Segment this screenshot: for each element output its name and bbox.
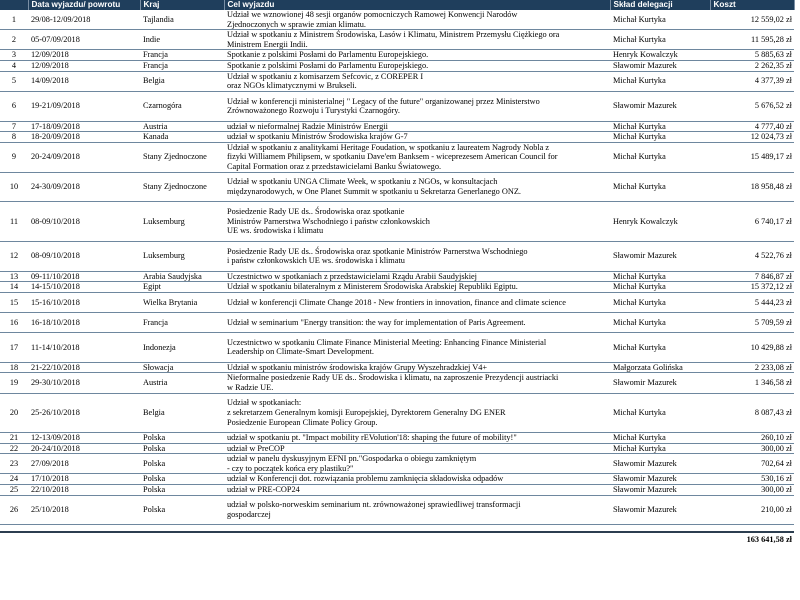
row-purpose: Udział we wznowionej 48 sesji organów pomocniczych Ramowej Konwencji Narodów Zjednoczonych w sprawie zmian klimatu. — [224, 10, 610, 30]
row-date: 24-30/09/2018 — [28, 172, 140, 202]
row-cost: 1 346,58 zł — [710, 373, 794, 393]
row-number: 9 — [0, 142, 28, 172]
row-purpose: Udział w spotkaniu z Ministrem Środowiska, Lasów i Klimatu, Ministrem Przemysłu Ciężkiego ora Ministrem Energii Indii. — [224, 30, 610, 50]
row-cost: 15 372,12 zł — [710, 282, 794, 293]
row-purpose: Udział w spotkaniach: z sekretarzem Generalnym komisji Europejskiej, Dyrektorem Generalny DG ENER Posiedzenie European Climate Policy Group. — [224, 393, 610, 432]
row-purpose: Uczestnictwo w spotkaniach z przedstawicielami Rządu Arabii Saudyjskiej — [224, 271, 610, 282]
table-row — [0, 271, 794, 282]
table-row — [0, 60, 794, 71]
row-cost: 2 233,08 zł — [710, 362, 794, 373]
row-cost: 4 522,76 zł — [710, 241, 794, 271]
total-row — [0, 532, 794, 546]
row-date: 25/10/2018 — [28, 495, 140, 525]
row-delegation: Sławomir Mazurek — [610, 474, 710, 485]
row-date: 14/09/2018 — [28, 71, 140, 91]
table-row — [0, 91, 794, 121]
table-row — [0, 202, 794, 241]
row-country: Belgia — [140, 393, 224, 432]
row-date: 09-11/10/2018 — [28, 271, 140, 282]
row-cost: 300,00 zł — [710, 443, 794, 454]
row-number: 3 — [0, 50, 28, 61]
row-delegation: Sławomir Mazurek — [610, 373, 710, 393]
row-delegation: Michał Kurtyka — [610, 333, 710, 363]
row-date: 29-30/10/2018 — [28, 373, 140, 393]
row-number: 18 — [0, 362, 28, 373]
row-country: Indonezja — [140, 333, 224, 363]
table-row — [0, 312, 794, 332]
row-date: 12/09/2018 — [28, 50, 140, 61]
row-country: Kanada — [140, 132, 224, 143]
row-country: Polska — [140, 454, 224, 474]
row-number: 26 — [0, 495, 28, 525]
row-number: 8 — [0, 132, 28, 143]
row-purpose: Udział w konferencji ministerialnej " Legacy of the future" organizowanej przez Ministerstwo Zrównoważonego Rozwoju i Turystyki Czarnogóry. — [224, 91, 610, 121]
row-country: Polska — [140, 495, 224, 525]
row-delegation: Sławomir Mazurek — [610, 241, 710, 271]
row-number: 1 — [0, 10, 28, 30]
row-purpose: udział w spotkaniu pt. "Impact mobility rEVolution'18: shaping the future of mobility!" — [224, 433, 610, 444]
row-cost: 300,00 zł — [710, 485, 794, 496]
row-country: Austria — [140, 373, 224, 393]
row-purpose: udział w panelu dyskusyjnym EFNI pn."Gospodarka o obiegu zamkniętym - czy to początek końca ery plastiku?" — [224, 454, 610, 474]
row-country: Luksemburg — [140, 241, 224, 271]
row-purpose: udział w spotkaniu Ministrów Środowiska krajów G-7 — [224, 132, 610, 143]
table-row — [0, 495, 794, 525]
row-number: 25 — [0, 485, 28, 496]
row-number: 17 — [0, 333, 28, 363]
row-date: 17-18/09/2018 — [28, 121, 140, 132]
row-country: Francja — [140, 312, 224, 332]
row-date: 20-24/09/2018 — [28, 142, 140, 172]
row-date: 25-26/10/2018 — [28, 393, 140, 432]
row-purpose: Udział w spotkaniu z analitykami Heritage Foudation, w spotkaniu z laureatem Nagrody Nobla z fizyki Williamem Philipsem, w spotkaniu Dave'em Banksem - wiceprezesem American Council for Capital Formation oraz z przedstawicielami Banku Światowego. — [224, 142, 610, 172]
row-number: 21 — [0, 433, 28, 444]
row-date: 08-09/10/2018 — [28, 202, 140, 241]
row-delegation: Michał Kurtyka — [610, 271, 710, 282]
table-row — [0, 10, 794, 30]
row-delegation: Sławomir Mazurek — [610, 495, 710, 525]
row-date: 08-09/10/2018 — [28, 241, 140, 271]
row-delegation: Michał Kurtyka — [610, 142, 710, 172]
row-date: 11-14/10/2018 — [28, 333, 140, 363]
table-row — [0, 30, 794, 50]
table-row — [0, 282, 794, 293]
row-purpose: udział w polsko-norweskim seminarium nt. zrównoważonej sprawiedliwej transformacji gospodarczej — [224, 495, 610, 525]
table-row — [0, 172, 794, 202]
row-cost: 6 740,17 zł — [710, 202, 794, 241]
row-cost: 5 885,63 zł — [710, 50, 794, 61]
row-purpose: Spotkanie z polskimi Posłami do Parlamentu Europejskiego. — [224, 60, 610, 71]
table-row — [0, 474, 794, 485]
row-country: Francja — [140, 50, 224, 61]
row-cost: 12 559,02 zł — [710, 10, 794, 30]
row-date: 15-16/10/2018 — [28, 292, 140, 312]
row-date: 18-20/09/2018 — [28, 132, 140, 143]
row-delegation: Michał Kurtyka — [610, 71, 710, 91]
row-date: 16-18/10/2018 — [28, 312, 140, 332]
row-cost: 7 846,87 zł — [710, 271, 794, 282]
row-country: Polska — [140, 433, 224, 444]
table-row — [0, 241, 794, 271]
row-cost: 210,00 zł — [710, 495, 794, 525]
row-country: Austria — [140, 121, 224, 132]
row-cost: 8 087,43 zł — [710, 393, 794, 432]
row-cost: 5 444,23 zł — [710, 292, 794, 312]
row-number: 7 — [0, 121, 28, 132]
row-date: 17/10/2018 — [28, 474, 140, 485]
row-purpose: Udział w spotkaniu z komisarzem Sefcovic, z COREPER I oraz NGOs klimatycznymi w Brukseli. — [224, 71, 610, 91]
row-delegation: Michał Kurtyka — [610, 172, 710, 202]
row-number: 16 — [0, 312, 28, 332]
row-purpose: Udział w seminarium "Energy transition: the way for implementation of Paris Agreement. — [224, 312, 610, 332]
row-purpose: Posiedzenie Rady UE ds.. Środowiska oraz spotkanie Ministrów Parnerstwa Wschodniego i państw członkowskich UE ws. środowiska i klimatu — [224, 202, 610, 241]
row-cost: 4 777,40 zł — [710, 121, 794, 132]
row-country: Polska — [140, 443, 224, 454]
row-cost: 4 377,39 zł — [710, 71, 794, 91]
row-country: Egipt — [140, 282, 224, 293]
table-row — [0, 393, 794, 432]
header-country: Kraj — [140, 0, 224, 10]
row-delegation: Michał Kurtyka — [610, 121, 710, 132]
row-number: 12 — [0, 241, 28, 271]
row-country: Czarnogóra — [140, 91, 224, 121]
row-date: 12/09/2018 — [28, 60, 140, 71]
table-row — [0, 433, 794, 444]
row-cost: 702,64 zł — [710, 454, 794, 474]
row-number: 15 — [0, 292, 28, 312]
row-purpose: udział w PRE-COP24 — [224, 485, 610, 496]
table-row — [0, 443, 794, 454]
row-delegation: Michał Kurtyka — [610, 10, 710, 30]
row-delegation: Sławomir Mazurek — [610, 485, 710, 496]
row-cost: 260,10 zł — [710, 433, 794, 444]
row-cost: 18 958,48 zł — [710, 172, 794, 202]
row-number: 23 — [0, 454, 28, 474]
row-purpose: udział w PreCOP — [224, 443, 610, 454]
row-purpose: Spotkanie z polskimi Posłami do Parlamentu Europejskiego. — [224, 50, 610, 61]
table-row — [0, 121, 794, 132]
row-delegation: Michał Kurtyka — [610, 312, 710, 332]
row-delegation: Michał Kurtyka — [610, 443, 710, 454]
row-number: 14 — [0, 282, 28, 293]
row-country: Stany Zjednoczone — [140, 142, 224, 172]
row-country: Wielka Brytania — [140, 292, 224, 312]
row-number: 20 — [0, 393, 28, 432]
table-row — [0, 50, 794, 61]
table-row — [0, 333, 794, 363]
row-delegation: Michał Kurtyka — [610, 292, 710, 312]
row-country: Polska — [140, 474, 224, 485]
header-delegation: Skład delegacji — [610, 0, 710, 10]
table-row — [0, 485, 794, 496]
row-delegation: Michał Kurtyka — [610, 393, 710, 432]
total-cost: 163 641,58 zł — [746, 535, 792, 545]
row-number: 22 — [0, 443, 28, 454]
row-delegation: Michał Kurtyka — [610, 433, 710, 444]
row-number: 19 — [0, 373, 28, 393]
row-delegation: Sławomir Mazurek — [610, 454, 710, 474]
row-cost: 5 709,59 zł — [710, 312, 794, 332]
row-cost: 15 489,17 zł — [710, 142, 794, 172]
row-number: 2 — [0, 30, 28, 50]
row-number: 13 — [0, 271, 28, 282]
table-row — [0, 292, 794, 312]
row-country: Arabia Saudyjska — [140, 271, 224, 282]
row-date: 20-24/10/2018 — [28, 443, 140, 454]
header-cost: Koszt — [710, 0, 794, 10]
row-delegation: Henryk Kowalczyk — [610, 202, 710, 241]
row-date: 12-13/09/2018 — [28, 433, 140, 444]
header-purpose: Cel wyjazdu — [224, 0, 610, 10]
row-country: Belgia — [140, 71, 224, 91]
row-date: 19-21/09/2018 — [28, 91, 140, 121]
row-purpose: Uczestnictwo w spotkaniu Climate Finance Ministerial Meeting: Enhancing Finance Ministerial Leadership on Climate-Smart Development. — [224, 333, 610, 363]
row-purpose: Udział w spotkaniu UNGA Climate Week, w spotkaniu z NGOs, w konsultacjach międzynarodowych, w One Planet Summit w spotkaniu u Sekretarza Generlanego ONZ. — [224, 172, 610, 202]
row-purpose: Udział w spotkaniu ministrów środowiska krajów Grupy Wyszehradzkiej V4+ — [224, 362, 610, 373]
row-cost: 10 429,88 zł — [710, 333, 794, 363]
row-delegation: Michał Kurtyka — [610, 30, 710, 50]
row-delegation: Michał Kurtyka — [610, 282, 710, 293]
row-cost: 2 262,35 zł — [710, 60, 794, 71]
row-country: Indie — [140, 30, 224, 50]
row-purpose: Udział w spotkaniu bilateralnym z Ministerem Środowiska Arabskiej Republiki Egiptu. — [224, 282, 610, 293]
row-purpose: Nieformalne posiedzenie Rady UE ds.. Środowiska i klimatu, na zaproszenie Prezydencji austriacki w Radzie UE. — [224, 373, 610, 393]
row-number: 11 — [0, 202, 28, 241]
spacer-row — [0, 525, 794, 533]
row-country: Luksemburg — [140, 202, 224, 241]
row-number: 5 — [0, 71, 28, 91]
table-row — [0, 362, 794, 373]
row-number: 6 — [0, 91, 28, 121]
table-row — [0, 132, 794, 143]
row-purpose: udział w nieformalnej Radzie Ministrów Energii — [224, 121, 610, 132]
row-date: 14-15/10/2018 — [28, 282, 140, 293]
row-date: 21-22/10/2018 — [28, 362, 140, 373]
row-country: Tajlandia — [140, 10, 224, 30]
row-date: 27/09/2018 — [28, 454, 140, 474]
row-country: Słowacja — [140, 362, 224, 373]
row-country: Polska — [140, 485, 224, 496]
row-country: Stany Zjednoczone — [140, 172, 224, 202]
row-cost: 12 024,73 zł — [710, 132, 794, 143]
row-purpose: udział w Konferencji dot. rozwiązania problemu zamknięcia składowiska odpadów — [224, 474, 610, 485]
table-row — [0, 71, 794, 91]
row-date: 22/10/2018 — [28, 485, 140, 496]
header-no — [0, 0, 28, 10]
row-number: 4 — [0, 60, 28, 71]
header-date: Data wyjazdu/ powrotu — [28, 0, 140, 10]
row-delegation: Sławomir Mazurek — [610, 60, 710, 71]
table-row — [0, 454, 794, 474]
row-date: 05-07/09/2018 — [28, 30, 140, 50]
row-delegation: Sławomir Mazurek — [610, 91, 710, 121]
row-cost: 5 676,52 zł — [710, 91, 794, 121]
row-purpose: Posiedzenie Rady UE ds.. Środowiska oraz spotkanie Ministrów Parnerstwa Wschodniego i państw członkowskich UE ws. środowiska i klimatu — [224, 241, 610, 271]
row-cost: 530,16 zł — [710, 474, 794, 485]
row-delegation: Michał Kurtyka — [610, 132, 710, 143]
row-number: 24 — [0, 474, 28, 485]
header-row — [0, 0, 794, 10]
row-delegation: Małgorzata Golińska — [610, 362, 710, 373]
row-country: Francja — [140, 60, 224, 71]
row-number: 10 — [0, 172, 28, 202]
table-row — [0, 142, 794, 172]
row-purpose: Udział w konferencji Climate Change 2018 - New frontiers in innovation, finance and climate science — [224, 292, 610, 312]
row-delegation: Henryk Kowalczyk — [610, 50, 710, 61]
row-cost: 11 595,28 zł — [710, 30, 794, 50]
row-date: 29/08-12/09/2018 — [28, 10, 140, 30]
table-row — [0, 373, 794, 393]
